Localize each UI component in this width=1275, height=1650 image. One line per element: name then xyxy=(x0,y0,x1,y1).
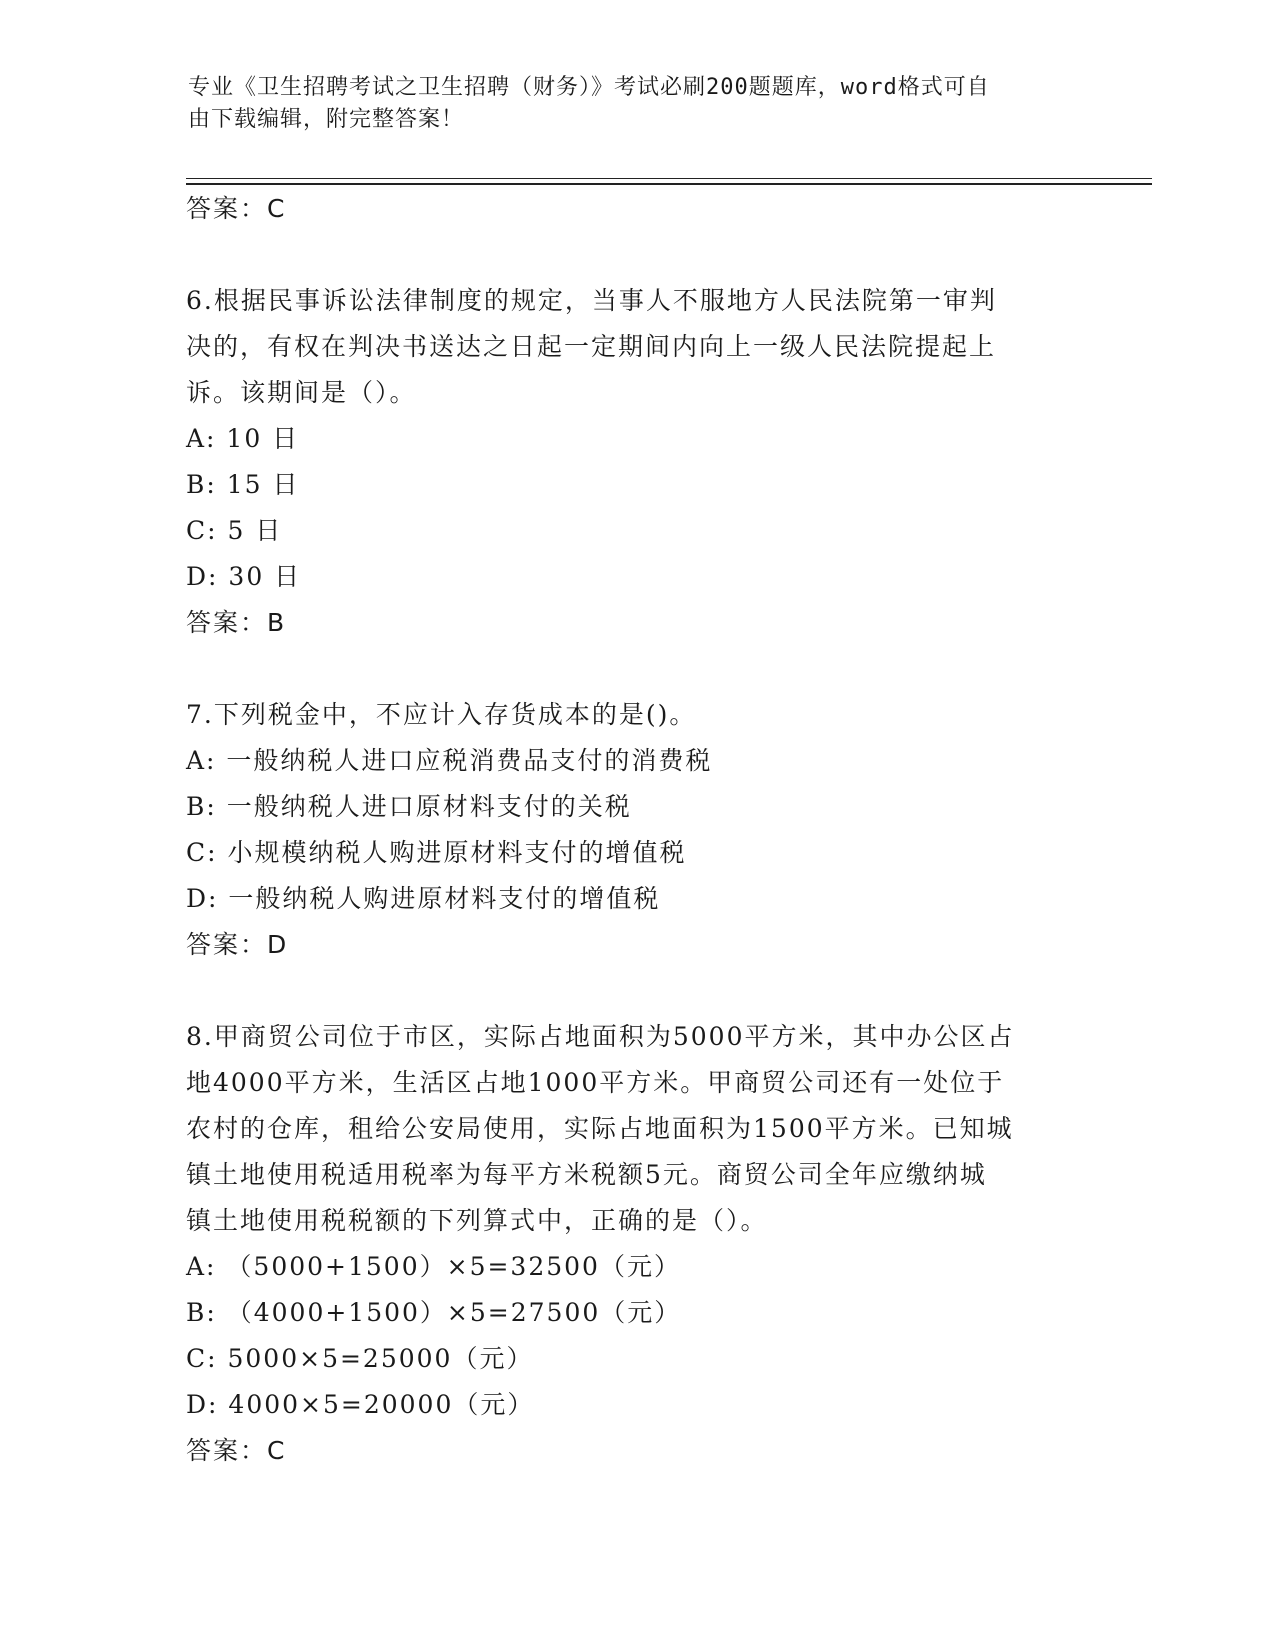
option-d: D: 30 日 xyxy=(186,562,302,591)
question-stem-line: 地4000平方米，生活区占地1000平方米。甲商贸公司还有一处位于 xyxy=(186,1068,1005,1097)
header-line-2: 由下载编辑，附完整答案！ xyxy=(188,107,465,132)
answer-line: 答案：B xyxy=(186,608,287,637)
option-a: A: （5000+1500）×5=32500（元） xyxy=(186,1252,681,1281)
question-stem-line: 镇土地使用税适用税率为每平方米税额5元。商贸公司全年应缴纳城 xyxy=(186,1160,987,1189)
question-6 xyxy=(186,278,1086,646)
question-stem-line: 诉。该期间是（）。 xyxy=(186,378,417,407)
question-stem-line: 决的，有权在判决书送达之日起一定期间内向上一级人民法院提起上 xyxy=(186,332,997,361)
spacer xyxy=(186,232,1086,278)
answer-line: 答案：D xyxy=(186,930,289,959)
answer-line: 答案：C xyxy=(186,1436,287,1465)
option-c: C: 5 日 xyxy=(186,516,283,545)
previous-answer: 答案：C xyxy=(186,194,287,223)
header-divider-thick xyxy=(186,183,1152,185)
question-stem-line: 镇土地使用税税额的下列算式中，正确的是（）。 xyxy=(186,1206,768,1235)
option-a: A: 一般纳税人进口应税消费品支付的消费税 xyxy=(186,746,713,775)
question-stem-line: 7.下列税金中，不应计入存货成本的是()。 xyxy=(186,700,697,729)
header-line-1: 专业《卫生招聘考试之卫生招聘（财务）》考试必刷200题题库，word格式可自 xyxy=(188,75,990,100)
option-c: C: 小规模纳税人购进原材料支付的增值税 xyxy=(186,838,687,867)
option-d: D: 一般纳税人购进原材料支付的增值税 xyxy=(186,884,661,913)
option-b: B: 15 日 xyxy=(186,470,300,499)
option-b: B: 一般纳税人进口原材料支付的关税 xyxy=(186,792,632,821)
option-c: C: 5000×5=25000（元） xyxy=(186,1344,534,1373)
spacer xyxy=(186,646,1086,692)
question-stem-line: 6.根据民事诉讼法律制度的规定，当事人不服地方人民法院第一审判 xyxy=(186,286,997,315)
header-divider xyxy=(186,178,1152,179)
option-b: B: （4000+1500）×5=27500（元） xyxy=(186,1298,682,1327)
question-stem-line: 8.甲商贸公司位于市区，实际占地面积为5000平方米，其中办公区占 xyxy=(186,1022,1015,1051)
question-8 xyxy=(186,1014,1086,1474)
spacer xyxy=(186,968,1086,1014)
option-a: A: 10 日 xyxy=(186,424,300,453)
document-header xyxy=(188,72,1068,136)
question-7 xyxy=(186,692,1086,968)
question-list xyxy=(186,186,1086,1474)
option-d: D: 4000×5=20000（元） xyxy=(186,1390,535,1419)
question-stem-line: 农村的仓库，租给公安局使用，实际占地面积为1500平方米。已知城 xyxy=(186,1114,1014,1143)
